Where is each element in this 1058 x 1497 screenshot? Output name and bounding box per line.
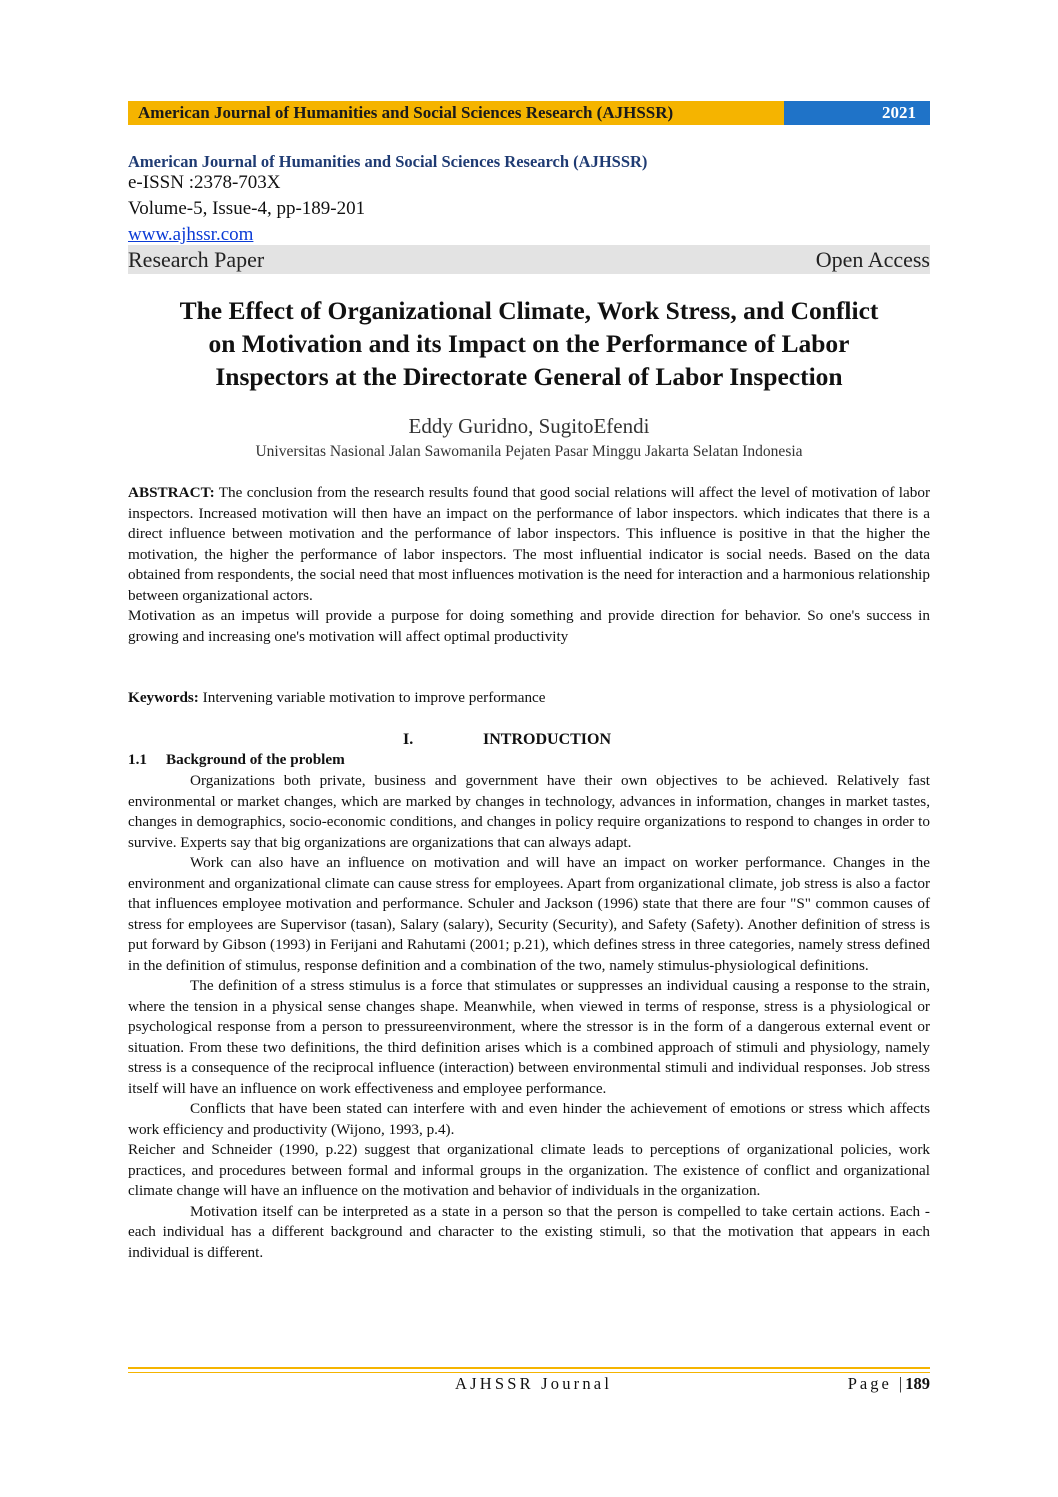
body-paragraph: Reicher and Schneider (1990, p.22) suggest that organizational climate leads to perceptions of organizational policies, work practices, and procedures between formal and informal groups in the organization. The existence of conflict and organizational climate change will have an influence on the motivation and behavior of individuals in the organization. xyxy=(128,1141,930,1199)
authors: Eddy Guridno, SugitoEfendi xyxy=(408,414,650,438)
volume-issue: Volume-5, Issue-4, pp-189-201 xyxy=(128,198,366,219)
body-paragraph: Conflicts that have been stated can interfere with and even hinder the achievement of emotions or stress which affects work efficiency and productivity (Wijono, 1993, p.4). xyxy=(128,1100,930,1138)
issn: e-ISSN :2378-703X xyxy=(128,172,281,193)
abstract xyxy=(128,483,930,647)
footer-page-number: 189 xyxy=(905,1374,930,1393)
section-number: I. xyxy=(403,731,414,748)
abstract-paragraph: Motivation as an impetus will provide a purpose for doing something and provide direction for behavior. So one's success in growing and increasing one's motivation will affect optimal productivity xyxy=(128,607,930,645)
affiliation: Universitas Nasional Jalan Sawomanila Pejaten Pasar Minggu Jakarta Selatan Indonesia xyxy=(255,443,803,460)
keywords xyxy=(128,688,930,709)
body-paragraph: Organizations both private, business and government have their own objectives to be achieved. Relatively fast environmental or market changes, which are marked by changes in technology, advances in information, changes in market tastes, changes in demographics, socio-economic conditions, and changes in policy require organizations to respond to changes in order to survive. Experts say that big organizations are organizations that can always adapt. xyxy=(128,772,930,851)
access-type: Open Access xyxy=(815,246,930,272)
keywords-label: Keywords: xyxy=(128,689,199,706)
subsection-number: 1.1 xyxy=(128,751,147,768)
abstract-paragraph xyxy=(128,483,930,606)
body-paragraph: Work can also have an influence on motivation and will have an impact on worker performance. Changes in the environment and organizational climate can cause stress for employees. Apart from organizational climate, job stress is also a factor that influences employee motivation and performance. Schuler and Jackson (1996) state that there are four "S" common causes of stress for employees are Supervisor (tasan), Salary (salary), Security (Security), and Safety (Safety). Another definition of stress is put forward by Gibson (1993) in Ferijani and Rahutami (2001; p.21), which defines stress in three categories, namely stress defined in the definition of stimulus, response definition and a combination of the two, namely stimulus-physiological definitions. xyxy=(128,854,930,974)
title-line: on Motivation and its Impact on the Performance of Labor xyxy=(208,329,850,358)
paper-type-bar xyxy=(128,245,930,274)
journal-title: American Journal of Humanities and Social Sciences Research (AJHSSR) xyxy=(128,152,648,171)
body-paragraph: The definition of a stress stimulus is a force that stimulates or suppresses an individual causing a response to the strain, where the tension in a physical sense changes shape. Meanwhile, when viewed in terms of response, stress is a physiological or psychological response from a person to pressureenvironment, where the stressor is in the form of a dangerous external event or situation. From these two definitions, the third definition arises which is a combined approach of stimuli and physiology, namely stress is a consequence of the reciprocal influence (interaction) between environmental stimuli and individual responses. Job stress itself will have an influence on work effectiveness and employee performance. xyxy=(128,977,930,1097)
journal-header-year: 2021 xyxy=(882,103,916,122)
footer-divider xyxy=(128,1367,930,1373)
subsection-title: Background of the problem xyxy=(166,751,345,768)
title-line: The Effect of Organizational Climate, Work Stress, and Conflict xyxy=(179,296,879,325)
journal-header-left xyxy=(128,101,784,125)
body-paragraph: Motivation itself can be interpreted as a state in a person so that the person is compelled to take certain actions. Each - each individual has a different background and character to the existing stimuli, so that the motivation that appears in each individual is different. xyxy=(128,1202,930,1261)
website-link[interactable]: www.ajhssr.com xyxy=(128,224,254,245)
title-line: Inspectors at the Directorate General of Labor Inspection xyxy=(215,362,843,391)
journal-header-right xyxy=(784,101,930,125)
keywords-text: Intervening variable motivation to improve performance xyxy=(198,689,546,706)
introduction-body xyxy=(128,771,930,1263)
paper-type: Research Paper xyxy=(128,246,265,272)
journal-header-bar xyxy=(128,101,930,125)
section-title: INTRODUCTION xyxy=(483,731,612,748)
paper-title xyxy=(128,294,930,393)
abstract-text: The conclusion from the research results found that good social relations will affect the level of motivation of labor inspectors. Increased motivation will then have an impact on the performance of labor inspectors. which indicates that there is a direct influence between motivation and the performance of labor inspectors. This influence is positive in that the higher the motivation, the higher the performance of labor inspectors. The most influential indicator is social needs. Based on the data obtained from respondents, the social need that most influences motivation is the need for interaction and a harmonious relationship between organizational actors. xyxy=(128,484,930,604)
abstract-label: ABSTRACT: xyxy=(128,484,215,501)
journal-header-name: American Journal of Humanities and Social Sciences Research (AJHSSR) xyxy=(138,103,674,122)
footer-page-label: Page | xyxy=(847,1374,906,1393)
footer-page xyxy=(848,1374,930,1394)
footer-journal: AJHSSR Journal xyxy=(455,1374,613,1393)
subsection-heading xyxy=(128,751,345,769)
